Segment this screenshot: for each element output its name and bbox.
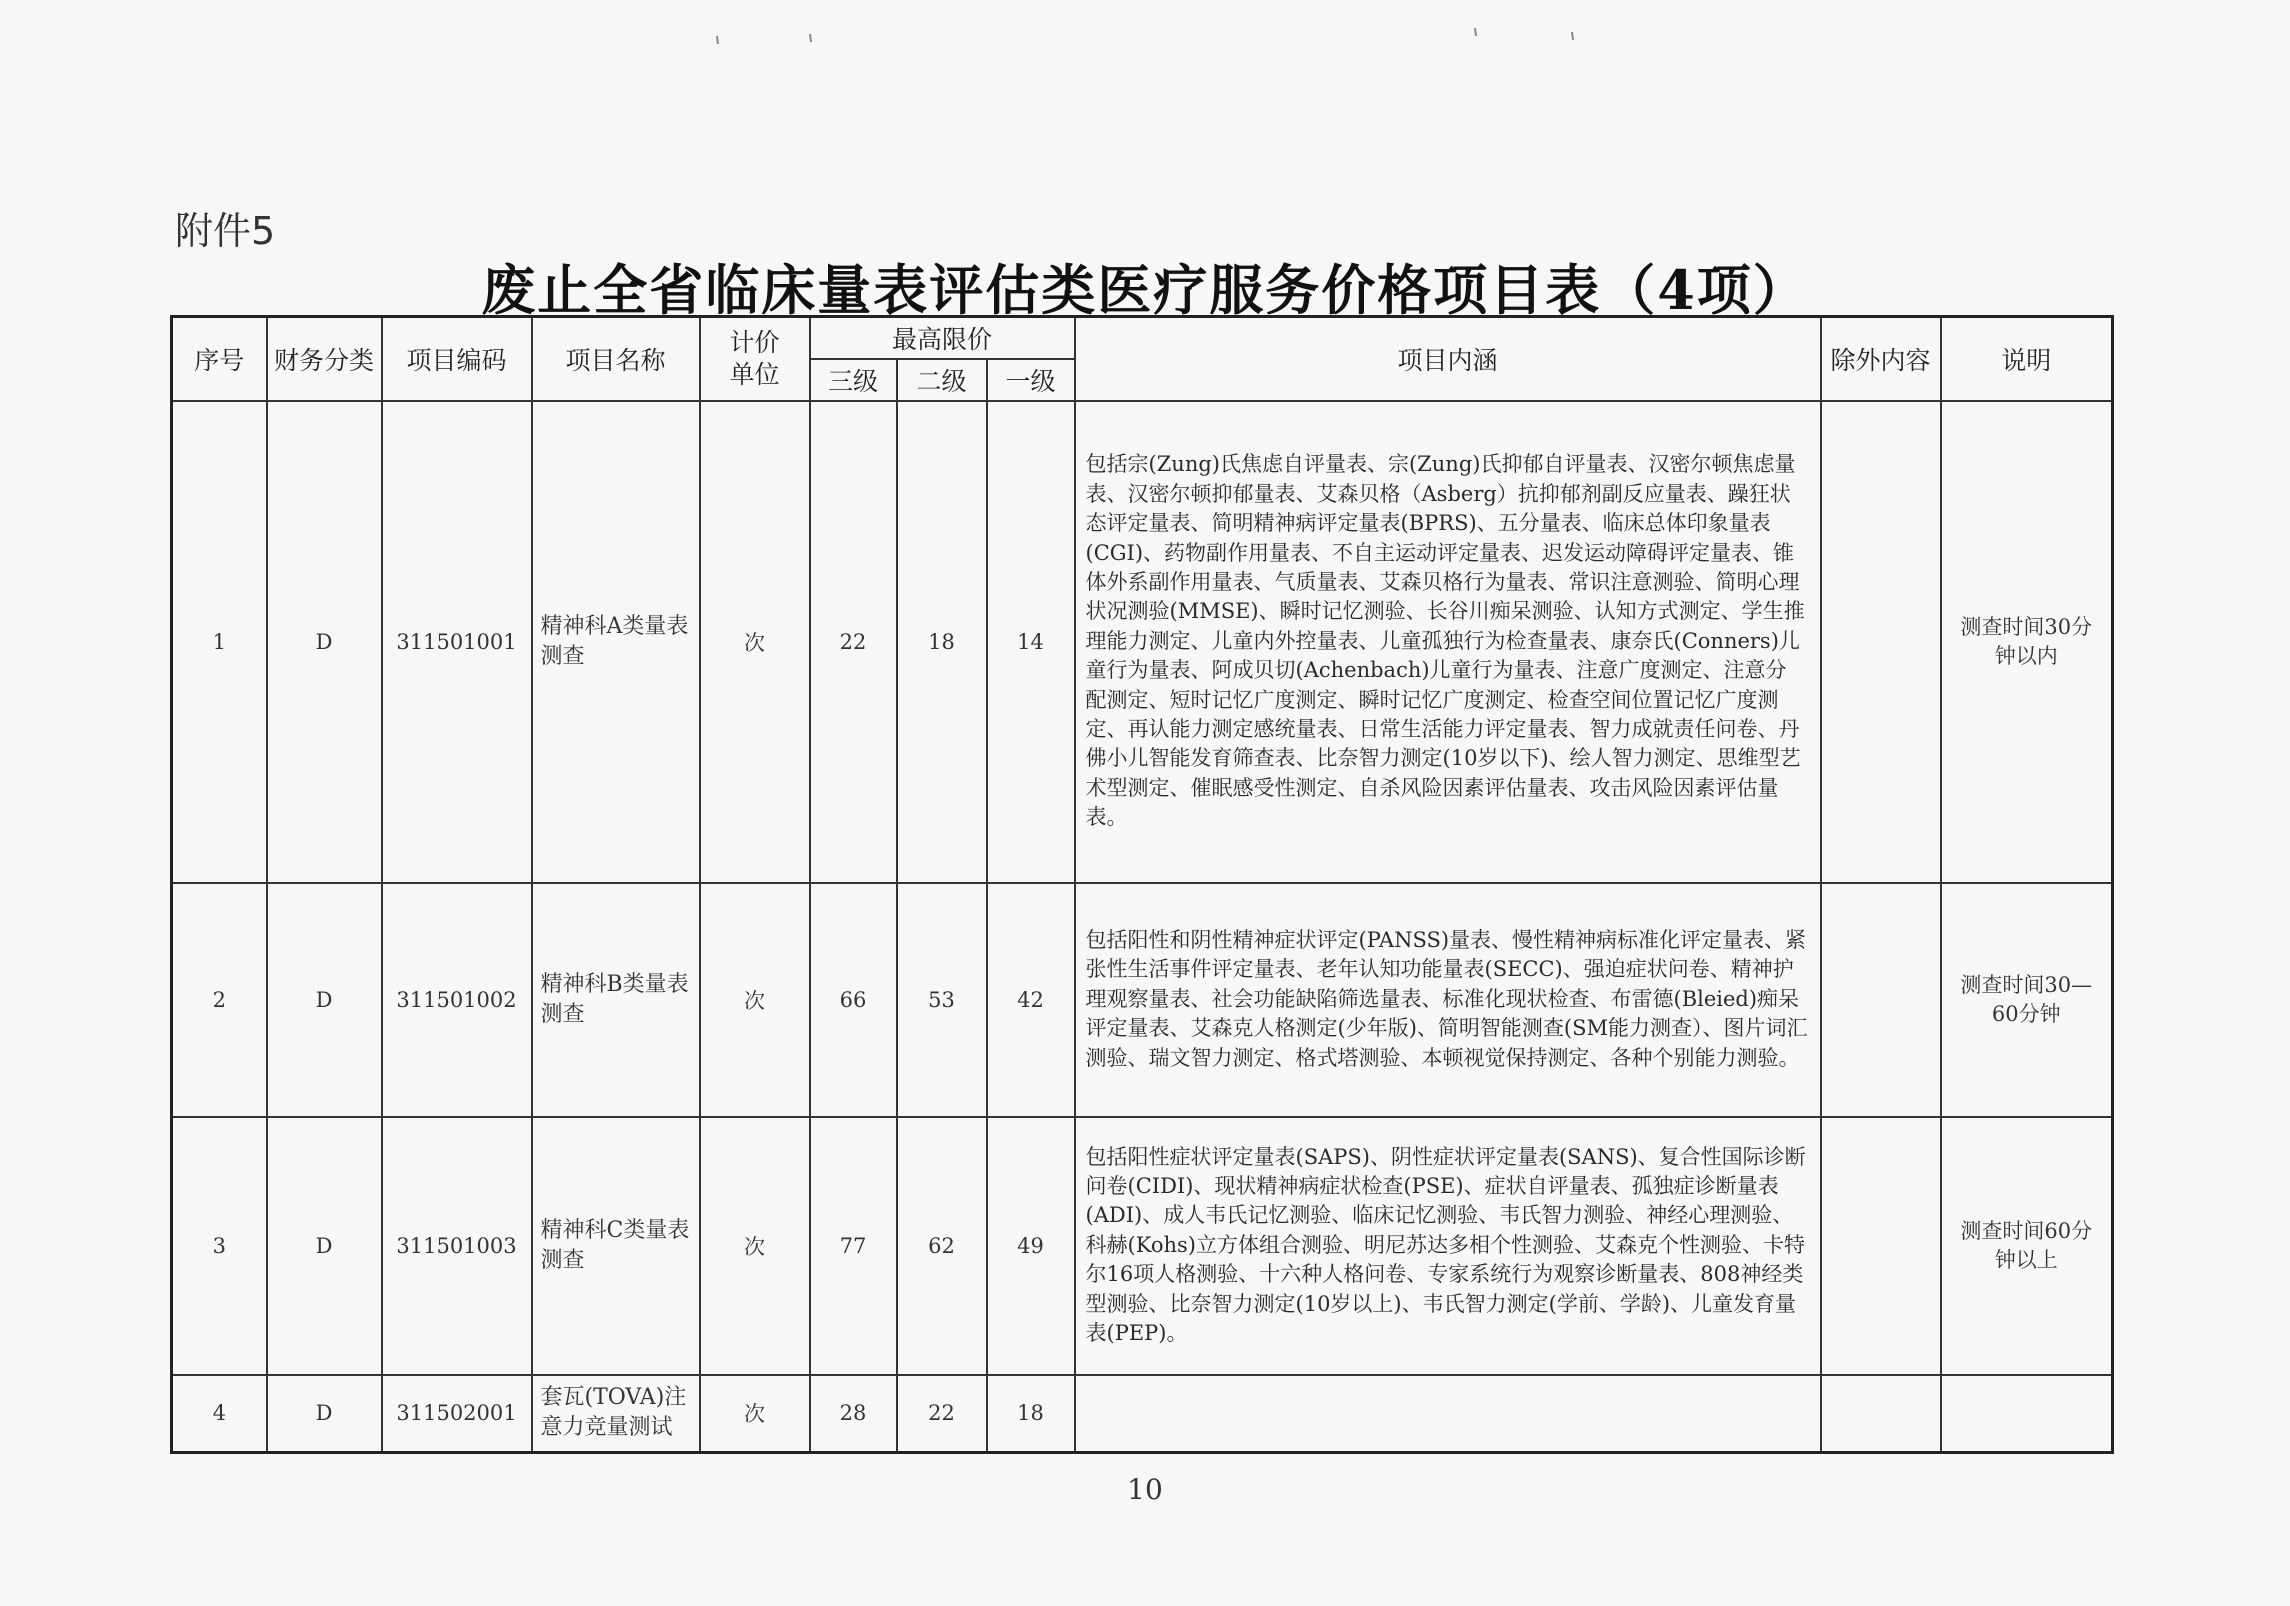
cell-note: 测查时间60分钟以上 xyxy=(1941,1117,2113,1375)
cell-exclusion xyxy=(1821,883,1941,1117)
header-exclusion: 除外内容 xyxy=(1821,317,1941,401)
header-price-group: 最高限价 xyxy=(810,317,1075,359)
cell-content xyxy=(1075,1375,1821,1453)
header-row-1 xyxy=(172,317,2113,359)
price-table xyxy=(170,315,2114,1454)
table-row xyxy=(172,1375,2113,1453)
cell-name: 精神科B类量表测查 xyxy=(532,883,700,1117)
cell-seq: 4 xyxy=(172,1375,267,1453)
page-title: 废止全省临床量表评估类医疗服务价格项目表（4项） xyxy=(481,258,1809,322)
table-row xyxy=(172,883,2113,1117)
header-code: 项目编码 xyxy=(382,317,532,401)
table-row xyxy=(172,1117,2113,1375)
cell-exclusion xyxy=(1821,1375,1941,1453)
header-content: 项目内涵 xyxy=(1075,317,1821,401)
cell-finance: D xyxy=(267,401,382,883)
cell-content: 包括阳性症状评定量表(SAPS)、阴性症状评定量表(SANS)、复合性国际诊断问卷(CIDI)、现状精神病症状检查(PSE)、症状自评量表、孤独症诊断量表(ADI)、成人韦氏记忆测验、临床记忆测验、韦氏智力测验、神经心理测验、科赫(Kohs)立方体组合测验、明尼苏达多相个性测验、艾森克个性测验、卡特尔16项人格测验、十六种人格问卷、专家系统行为观察诊断量表、808神经类型测验、比奈智力测定(10岁以上)、韦氏智力测定(学前、学龄)、儿童发育量表(PEP)。 xyxy=(1075,1117,1821,1375)
cell-unit: 次 xyxy=(700,883,810,1117)
header-name: 项目名称 xyxy=(532,317,700,401)
cell-note: 测查时间30分钟以内 xyxy=(1941,401,2113,883)
cell-code: 311501002 xyxy=(382,883,532,1117)
cell-note: 测查时间30—60分钟 xyxy=(1941,883,2113,1117)
cell-unit: 次 xyxy=(700,1375,810,1453)
cell-exclusion xyxy=(1821,1117,1941,1375)
cell-level3: 66 xyxy=(810,883,897,1117)
cell-level3: 77 xyxy=(810,1117,897,1375)
cell-code: 311501001 xyxy=(382,401,532,883)
header-level3: 三级 xyxy=(810,359,897,401)
scan-specks xyxy=(0,0,2290,120)
cell-level3: 28 xyxy=(810,1375,897,1453)
cell-content: 包括宗(Zung)氏焦虑自评量表、宗(Zung)氏抑郁自评量表、汉密尔顿焦虑量表、汉密尔顿抑郁量表、艾森贝格（Asberg）抗抑郁剂副反应量表、躁狂状态评定量表、简明精神病评定量表(BPRS)、五分量表、临床总体印象量表(CGI)、药物副作用量表、不自主运动评定量表、迟发运动障碍评定量表、锥体外系副作用量表、气质量表、艾森贝格行为量表、常识注意测验、简明心理状况测验(MMSE)、瞬时记忆测验、长谷川痴呆测验、认知方式测定、学生推理能力测定、儿童内外控量表、儿童孤独行为检查量表、康奈氏(Conners)儿童行为量表、阿成贝切(Achenbach)儿童行为量表、注意广度测定、注意分配测定、短时记忆广度测定、瞬时记忆广度测定、检查空间位置记忆广度测定、再认能力测定感统量表、日常生活能力评定量表、智力成就责任问卷、丹佛小儿智能发育筛查表、比奈智力测定(10岁以下)、绘人智力测定、思维型艺术型测定、催眠感受性测定、自杀风险因素评估量表、攻击风险因素评估量表。 xyxy=(1075,401,1821,883)
cell-level1: 49 xyxy=(987,1117,1075,1375)
cell-level3: 22 xyxy=(810,401,897,883)
cell-note xyxy=(1941,1375,2113,1453)
cell-unit: 次 xyxy=(700,1117,810,1375)
attachment-label: 附件5 xyxy=(175,209,276,253)
cell-level2: 22 xyxy=(897,1375,987,1453)
cell-finance: D xyxy=(267,883,382,1117)
header-seq: 序号 xyxy=(172,317,267,401)
cell-level2: 53 xyxy=(897,883,987,1117)
cell-level1: 14 xyxy=(987,401,1075,883)
cell-level2: 62 xyxy=(897,1117,987,1375)
cell-level2: 18 xyxy=(897,401,987,883)
header-unit: 计价单位 xyxy=(700,317,810,401)
cell-content: 包括阳性和阴性精神症状评定(PANSS)量表、慢性精神病标准化评定量表、紧张性生活事件评定量表、老年认知功能量表(SECC)、强迫症状问卷、精神护理观察量表、社会功能缺陷筛选量表、标准化现状检查、布雷德(Bleied)痴呆评定量表、艾森克人格测定(少年版)、简明智能测查(SM能力测查）、图片词汇测验、瑞文智力测定、格式塔测验、本顿视觉保持测定、各种个别能力测验。 xyxy=(1075,883,1821,1117)
page-number: 10 xyxy=(1127,1473,1163,1506)
cell-name: 精神科C类量表测查 xyxy=(532,1117,700,1375)
table-row xyxy=(172,401,2113,883)
cell-name: 套瓦(TOVA)注意力竞量测试 xyxy=(532,1375,700,1453)
cell-level1: 42 xyxy=(987,883,1075,1117)
cell-code: 311501003 xyxy=(382,1117,532,1375)
cell-seq: 1 xyxy=(172,401,267,883)
cell-seq: 3 xyxy=(172,1117,267,1375)
cell-unit: 次 xyxy=(700,401,810,883)
cell-seq: 2 xyxy=(172,883,267,1117)
cell-name: 精神科A类量表测查 xyxy=(532,401,700,883)
cell-finance: D xyxy=(267,1117,382,1375)
header-note: 说明 xyxy=(1941,317,2113,401)
header-finance: 财务分类 xyxy=(267,317,382,401)
header-level2: 二级 xyxy=(897,359,987,401)
cell-code: 311502001 xyxy=(382,1375,532,1453)
cell-exclusion xyxy=(1821,401,1941,883)
header-level1: 一级 xyxy=(987,359,1075,401)
cell-level1: 18 xyxy=(987,1375,1075,1453)
cell-finance: D xyxy=(267,1375,382,1453)
